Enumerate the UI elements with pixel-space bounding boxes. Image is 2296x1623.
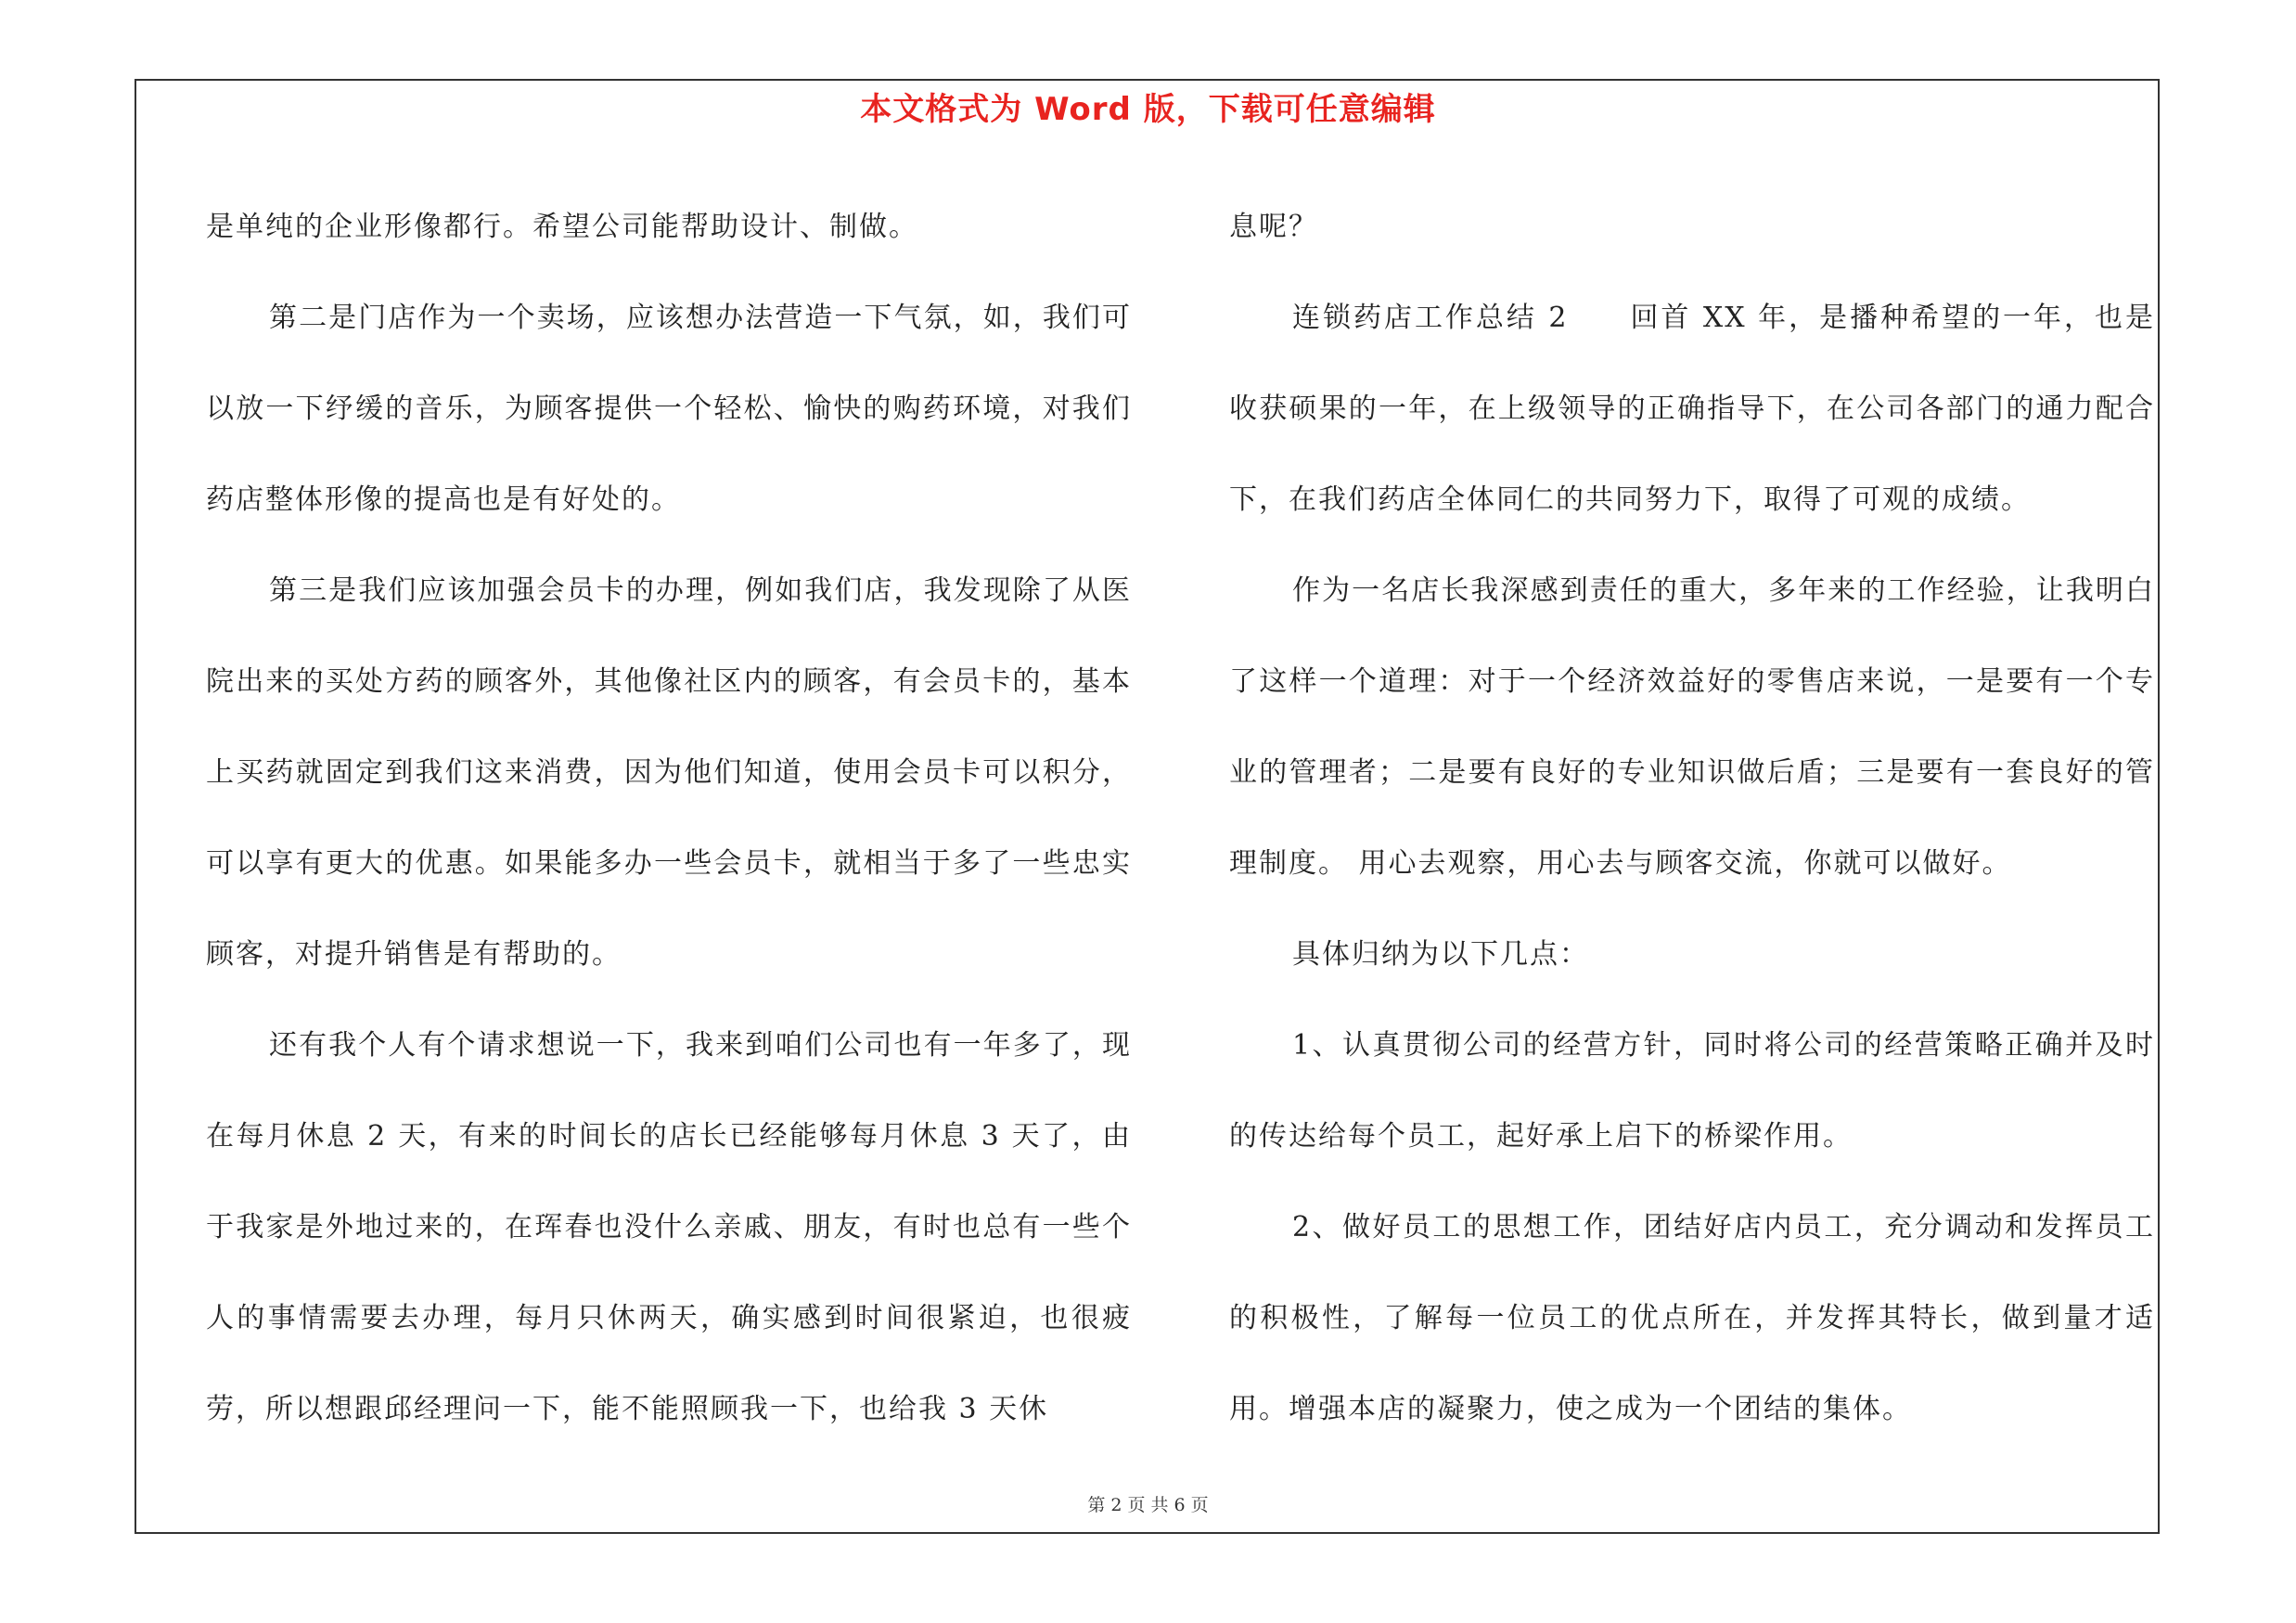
paragraph: 息呢？ xyxy=(1229,211,1318,243)
left-column xyxy=(206,182,1132,1455)
paragraph: 2、做好员工的思想工作，团结好店内员工，充分调动和发挥员工的积极性，了解每一位员工的优点所在，并发挥其特长，做到量才适用。增强本店的凝聚力，使之成为一个团结的集体。 xyxy=(1229,1211,2155,1425)
paragraph: 作为一名店长我深感到责任的重大，多年来的工作经验，让我明白了这样一个道理：对于一个经济效益好的零售店来说，一是要有一个专业的管理者；二是要有良好的专业知识做后盾；三是要有一套良好的管理制度。 用心去观察，用心去与顾客交流，你就可以做好。 xyxy=(1229,574,2155,880)
paragraph: 第三是我们应该加强会员卡的办理，例如我们店，我发现除了从医院出来的买处方药的顾客外，其他像社区内的顾客，有会员卡的，基本上买药就固定到我们这来消费，因为他们知道，使用会员卡可以积分，可以享有更大的优惠。如果能多办一些会员卡，就相当于多了一些忠实顾客，对提升销售是有帮助的。 xyxy=(206,574,1132,971)
paragraph: 1、认真贯彻公司的经营方针，同时将公司的经营策略正确并及时的传达给每个员工，起好承上启下的桥梁作用。 xyxy=(1229,1029,2155,1153)
paragraph: 具体归纳为以下几点： xyxy=(1292,938,1589,971)
right-column xyxy=(1229,182,2155,1455)
paragraph: 第二是门店作为一个卖场，应该想办法营造一下气氛，如，我们可以放一下纾缓的音乐，为顾客提供一个轻松、愉快的购药环境，对我们药店整体形像的提高也是有好处的。 xyxy=(206,302,1132,516)
format-banner: 本文格式为 Word 版，下载可任意编辑 xyxy=(860,91,1436,128)
page-number: 第 2 页 共 6 页 xyxy=(1087,1495,1209,1515)
paragraph: 是单纯的企业形像都行。希望公司能帮助设计、制做。 xyxy=(206,211,918,243)
paragraph: 还有我个人有个请求想说一下，我来到咱们公司也有一年多了，现在每月休息 2 天，有来的时间长的店长已经能够每月休息 3 天了，由于我家是外地过来的，在珲春也没什么亲戚、朋友，有时也总有一些个人的事情需要去办理，每月只休两天，确实感到时间很紧迫，也很疲劳，所以想跟邱经理问一下，能不能照顾我一下，也给我 3 天休 xyxy=(206,1029,1132,1425)
paragraph: 连锁药店工作总结 2 回首 XX 年，是播种希望的一年，也是收获硕果的一年，在上级领导的正确指导下，在公司各部门的通力配合下，在我们药店全体同仁的共同努力下，取得了可观的成绩。 xyxy=(1229,302,2155,516)
